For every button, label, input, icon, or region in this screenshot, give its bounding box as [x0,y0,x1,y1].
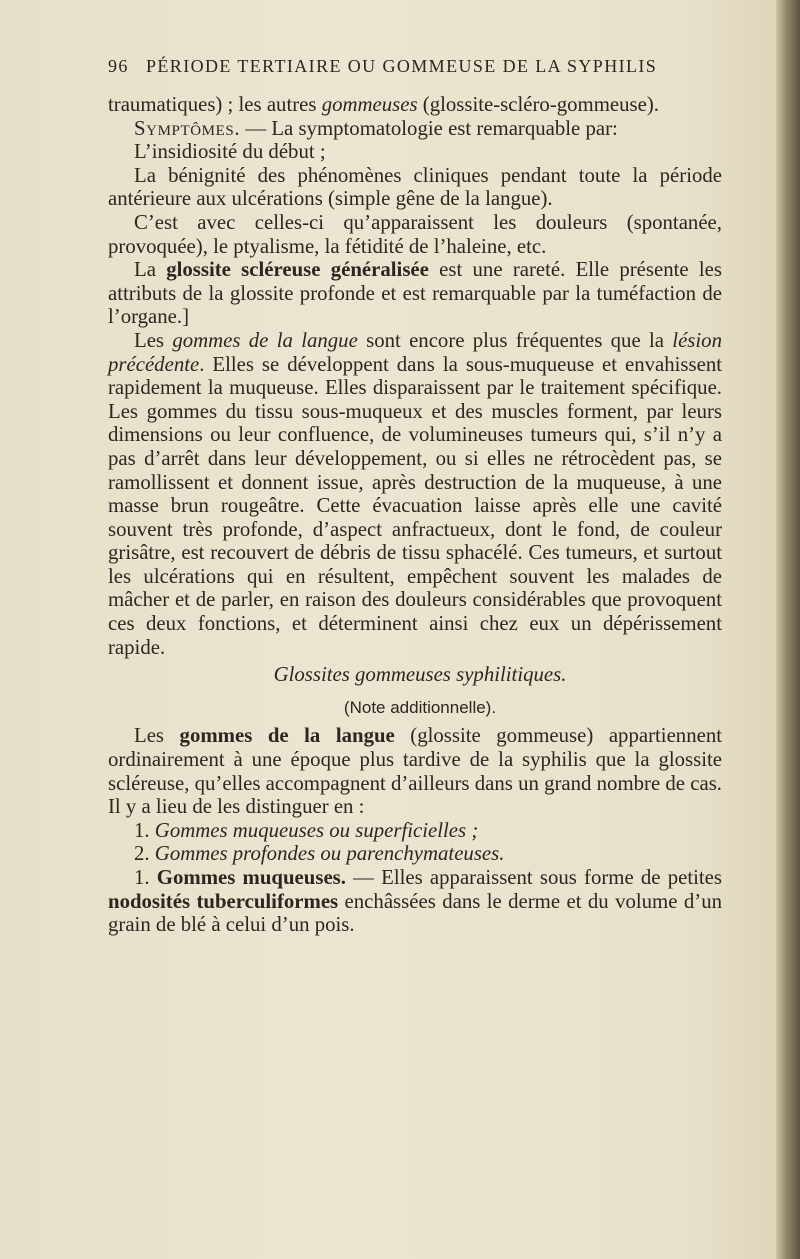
paragraph-symptomes: Symptômes. — La symptomatologie est remarquable par: [134,116,618,140]
section-note: (Note additionnelle). [343,697,497,717]
body-text [108,93,722,937]
page-header [108,56,728,80]
list-item: 1. Gommes muqueuses ou superficielles ; [134,818,479,842]
paragraph-douleurs: C’est avec celles-ci qu’apparaissent les douleurs (spontanée, provoquée), le ptyalisme, la fétidité de l’haleine, etc. [108,210,722,258]
paragraph-insidiosite: L’insidiosité du début ; [134,140,326,164]
paragraph-benignite: La bénignité des phénomènes cliniques pendant toute la période antérieure aux ulcérations (simple gêne de la langue). [108,163,722,211]
page-number: 96 [108,56,129,76]
section-title: Glossites gommeuses syphilitiques. [273,663,567,687]
running-title: PÉRIODE TERTIAIRE OU GOMMEUSE DE LA SYPHILIS [146,56,658,76]
paragraph-glossite-scléreuse: La glossite scléreuse généralisée est une rareté. Elle présente les attributs de la glossite profonde et est remarquable par la tuméfaction de l’organe.] [108,258,722,329]
symptomes-heading: Symptômes. [134,116,241,140]
paragraph-gommes: Les gommes de la langue sont encore plus fréquentes que la lésion précédente. Elles se développent dans la sous-muqueuse et envahissent rapidement la muqueuse. Elles disparaissent par le traitement spécifique. Les gommes du tissu sous-muqueux et des muscles forment, par leurs dimensions ou leur confluence, de volumineuses tumeurs qui, s’il n’y a pas d’arrêt dans leur développement, ou si elles ne rétrocèdent pas, se ramollissent et donnent issue, après destruction de la muqueuse, à une masse brun rougeâtre. Cette évacuation laisse après elle une cavité souvent très profonde, d’aspect anfractueux, dont le fond, de couleur grisâtre, est recouvert de débris de tissu sphacélé. Ces tumeurs, et surtout les ulcérations qui en résultent, empêchent souvent les malades de mâcher et de parler, en raison des douleurs considérables que provoquent ces deux fonctions, et déterminent ainsi chez eux un dépérissement rapide. [108,328,722,659]
list-item: 2. Gommes profondes ou parenchymateuses. [134,842,505,866]
paragraph-gommes-muqueuses: 1. Gommes muqueuses. — Elles apparaissent sous forme de petites nodosités tuberculiformes enchâssées dans le derme et du volume d’un grain de blé à celui d’un pois. [108,866,723,937]
paragraph-gommes-langue: Les gommes de la langue (glossite gommeuse) appartiennent ordinairement à une époque plus tardive de la syphilis que la glossite scléreuse, qu’elles accompagnent d’ailleurs dans un grand nombre de cas. Il y a lieu de les distinguer en : [108,724,722,819]
paragraph-1: traumatiques) ; les autres gommeuses (glossite-scléro-gommeuse). [108,93,659,116]
page-edge-shadow [776,0,800,1259]
